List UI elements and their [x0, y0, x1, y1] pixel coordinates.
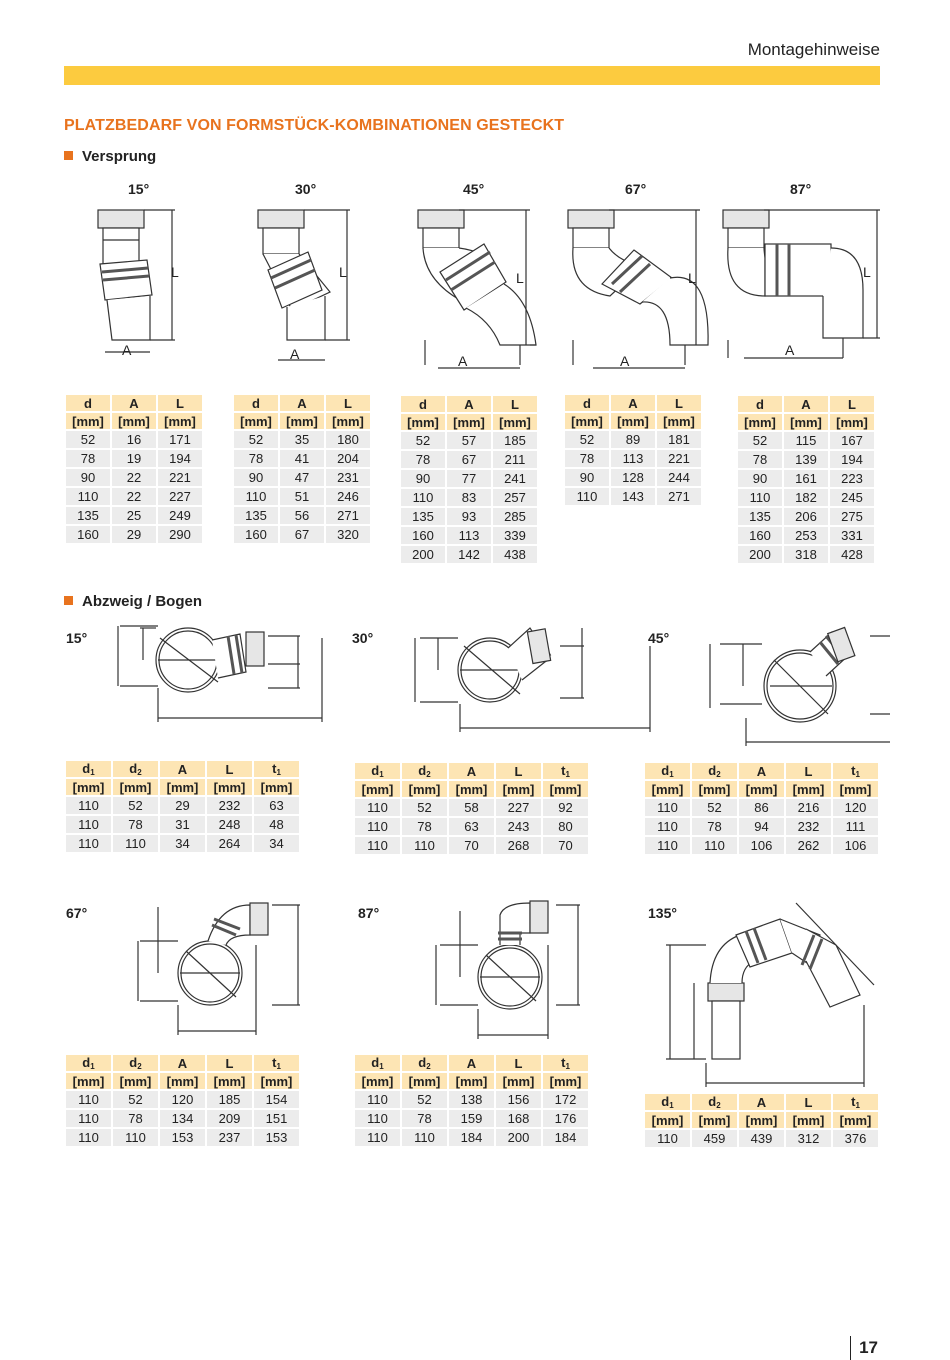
table-row: 52 115 167 — [738, 432, 874, 449]
table-row: 110 459 439 312 376 — [645, 1130, 878, 1147]
branch-drawing-87 — [436, 901, 580, 1039]
table-row: 160 29 290 — [66, 526, 202, 543]
fitting-drawing-15 — [98, 210, 175, 340]
section-header: Montagehinweise — [747, 40, 880, 59]
branch-drawing-135 — [666, 903, 874, 1087]
table-row: 200 318 428 — [738, 546, 874, 563]
abzweig-diagrams-top — [90, 618, 890, 748]
abzweig-heading: Abzweig / Bogen — [64, 593, 202, 610]
table-row: 110 52 138 156 172 — [355, 1091, 588, 1108]
dim-L-15: L — [171, 264, 179, 280]
fitting-drawing-45 — [418, 210, 536, 365]
abzweig-table-15: $d_1$ $d_2$ A L $t_1$ [mm] [mm] [mm] [mm] [mm] 110 52 29 232 63 110 78 31 248 48 110 110 34 264 34 — [64, 759, 301, 854]
versprung-angle-87: 87° — [790, 181, 812, 197]
table-row: 78 41 204 — [234, 450, 370, 467]
table-row: 110 110 70 268 70 — [355, 837, 588, 854]
table-row: 110 110 34 264 34 — [66, 835, 299, 852]
abzweig-angle-45: 45° — [648, 630, 670, 646]
table-row: 200 142 438 — [401, 546, 537, 563]
table-row: 52 89 181 — [565, 431, 701, 448]
versprung-table-30: d A L [mm] [mm] [mm] 52 35 180 78 41 204 90 47 231 110 51 246 135 56 271 160 67 320 — [232, 393, 372, 545]
bullet-icon — [64, 596, 73, 605]
table-row: 90 22 221 — [66, 469, 202, 486]
table-row: 110 182 245 — [738, 489, 874, 506]
table-row: 110 52 58 227 92 — [355, 799, 588, 816]
table-row: 135 206 275 — [738, 508, 874, 525]
branch-drawing-30 — [415, 628, 650, 732]
dim-L-67: L — [688, 270, 696, 286]
abzweig-table-45: $d_1$ $d_2$ A L $t_1$ [mm] [mm] [mm] [mm] [mm] 110 52 86 216 120 110 78 94 232 111 110 110 106 262 106 — [643, 761, 880, 856]
table-row: 52 35 180 — [234, 431, 370, 448]
fitting-drawing-87 — [723, 210, 880, 358]
abzweig-angle-135: 135° — [648, 905, 677, 921]
table-row: 135 25 249 — [66, 507, 202, 524]
table-row: 110 110 184 200 184 — [355, 1129, 588, 1146]
abzweig-angle-15: 15° — [66, 630, 88, 646]
table-row: 160 113 339 — [401, 527, 537, 544]
table-row: 90 128 244 — [565, 469, 701, 486]
table-row: 135 93 285 — [401, 508, 537, 525]
page-title: PLATZBEDARF VON FORMSTÜCK-KOMBINATIONEN GESTECKT — [64, 117, 565, 134]
versprung-angle-30: 30° — [295, 181, 317, 197]
table-row: 110 78 94 232 111 — [645, 818, 878, 835]
table-row: 110 52 29 232 63 — [66, 797, 299, 814]
bullet-icon — [64, 151, 73, 160]
table-row: 110 110 106 262 106 — [645, 837, 878, 854]
accent-band — [64, 66, 880, 85]
dim-A-67: A — [620, 353, 630, 369]
table-row: 135 56 271 — [234, 507, 370, 524]
abzweig-angle-87: 87° — [358, 905, 380, 921]
table-row: 110 22 227 — [66, 488, 202, 505]
dim-A-87: A — [785, 342, 795, 358]
branch-drawing-15 — [118, 626, 322, 722]
table-row: 110 78 159 168 176 — [355, 1110, 588, 1127]
table-row: 78 19 194 — [66, 450, 202, 467]
table-row: 78 113 221 — [565, 450, 701, 467]
abzweig-table-87: $d_1$ $d_2$ A L $t_1$ [mm] [mm] [mm] [mm] [mm] 110 52 138 156 172 110 78 159 168 176 110 110 184 200 184 — [353, 1053, 590, 1148]
dim-L-45: L — [516, 270, 524, 286]
table-row: 110 83 257 — [401, 489, 537, 506]
table-row: 160 253 331 — [738, 527, 874, 544]
dim-A-15: A — [122, 342, 132, 358]
abzweig-angle-67: 67° — [66, 905, 88, 921]
table-row: 78 139 194 — [738, 451, 874, 468]
abzweig-table-67: $d_1$ $d_2$ A L $t_1$ [mm] [mm] [mm] [mm] [mm] 110 52 120 185 154 110 78 134 209 151 110 110 153 237 153 — [64, 1053, 301, 1148]
versprung-heading: Versprung — [64, 148, 156, 165]
branch-drawing-45 — [710, 627, 890, 746]
table-row: 90 161 223 — [738, 470, 874, 487]
page-number: 17 — [859, 1338, 878, 1357]
table-row: 52 57 185 — [401, 432, 537, 449]
fitting-drawing-67 — [568, 210, 708, 365]
table-row: 160 67 320 — [234, 526, 370, 543]
table-row: 52 16 171 — [66, 431, 202, 448]
branch-drawing-67 — [138, 903, 300, 1035]
dim-L-87: L — [863, 264, 871, 280]
table-row: 90 77 241 — [401, 470, 537, 487]
table-row: 110 78 31 248 48 — [66, 816, 299, 833]
versprung-table-15: d A L [mm] [mm] [mm] 52 16 171 78 19 194 90 22 221 110 22 227 135 25 249 160 29 290 — [64, 393, 204, 545]
versprung-angle-15: 15° — [128, 181, 150, 197]
table-row: 110 143 271 — [565, 488, 701, 505]
versprung-angle-45: 45° — [463, 181, 485, 197]
dim-L-30: L — [339, 264, 347, 280]
table-row: 78 67 211 — [401, 451, 537, 468]
table-row: 110 78 134 209 151 — [66, 1110, 299, 1127]
table-row: 90 47 231 — [234, 469, 370, 486]
page-number-divider — [850, 1336, 851, 1360]
abzweig-table-135: $d_1$ $d_2$ A L $t_1$ [mm] [mm] [mm] [mm] [mm] 110 459 439 312 376 — [643, 1092, 880, 1149]
dim-A-45: A — [458, 353, 468, 369]
table-row: 110 78 63 243 80 — [355, 818, 588, 835]
fitting-drawing-30 — [258, 210, 350, 340]
versprung-table-67: d A L [mm] [mm] [mm] 52 89 181 78 113 221 90 128 244 110 143 271 — [563, 393, 703, 507]
abzweig-table-30: $d_1$ $d_2$ A L $t_1$ [mm] [mm] [mm] [mm] [mm] 110 52 58 227 92 110 78 63 243 80 110 110 70 268 70 — [353, 761, 590, 856]
dim-A-30: A — [290, 346, 300, 362]
table-row: 110 52 86 216 120 — [645, 799, 878, 816]
abzweig-angle-30: 30° — [352, 630, 374, 646]
table-row: 110 51 246 — [234, 488, 370, 505]
versprung-table-45: d A L [mm] [mm] [mm] 52 57 185 78 67 211 90 77 241 110 83 257 135 93 285 160 113 339 200 142 438 — [399, 394, 539, 565]
table-row: 110 110 153 237 153 — [66, 1129, 299, 1146]
versprung-diagrams — [60, 200, 890, 375]
table-row: 110 52 120 185 154 — [66, 1091, 299, 1108]
versprung-table-87: d A L [mm] [mm] [mm] 52 115 167 78 139 194 90 161 223 110 182 245 135 206 275 160 253 331 200 318 428 — [736, 394, 876, 565]
versprung-angle-67: 67° — [625, 181, 647, 197]
